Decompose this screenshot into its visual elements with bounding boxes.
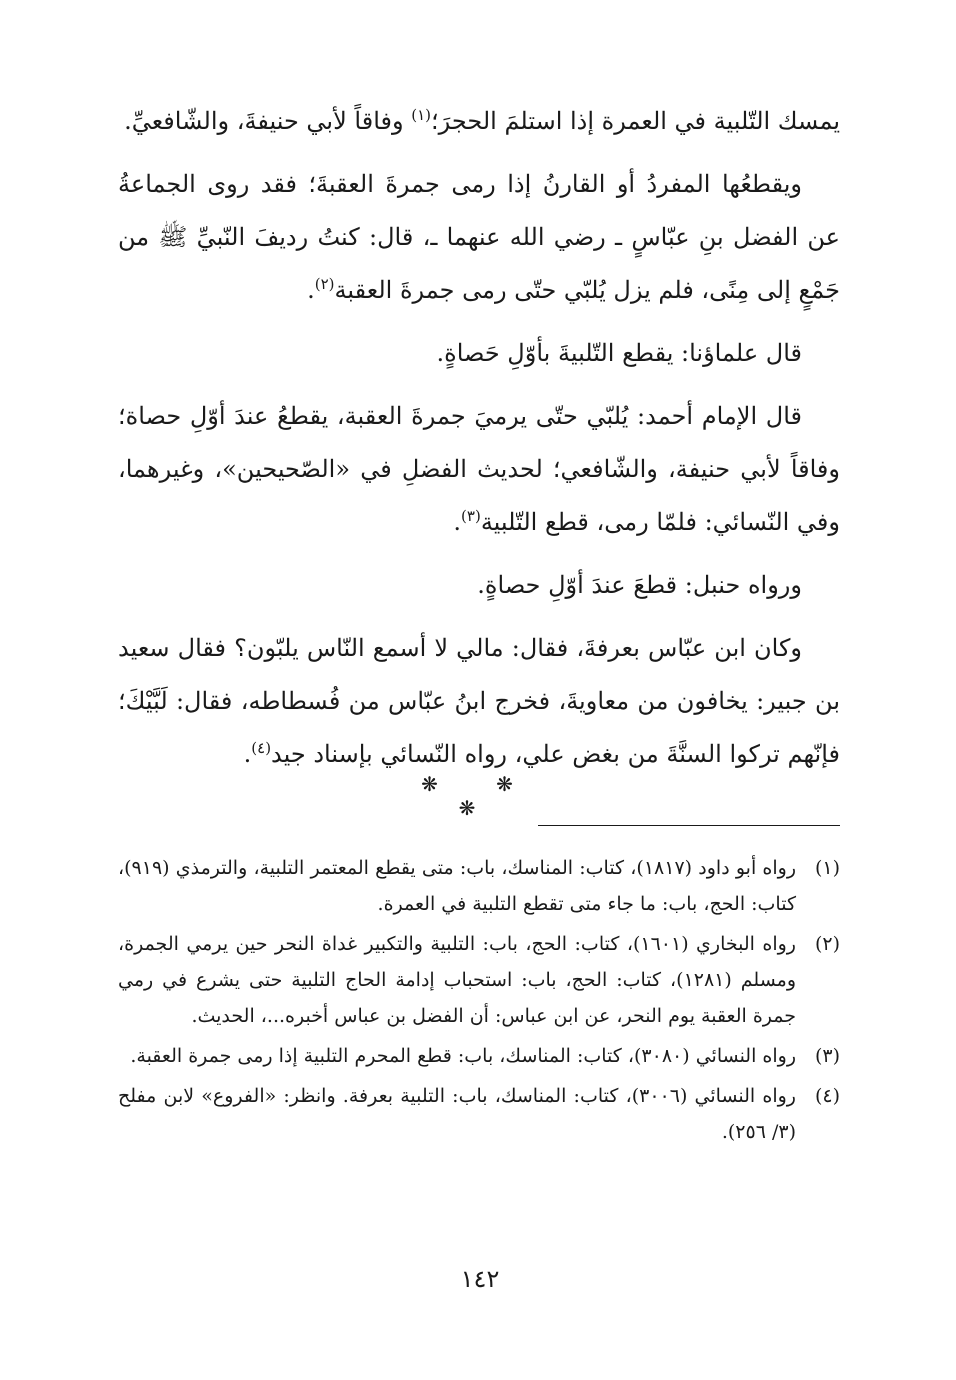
- footnote-number: (١): [814, 857, 840, 879]
- paragraph-1: [118, 95, 840, 148]
- paragraph-2-text: ويقطعُها المفردُ أو القارنُ إذا رمى جمرةَ العقبةَ؛ فقد روى الجماعةُ عن الفضل بنِ عبّاسٍ ـ رضي الله عنهما ـ، قال: كنتُ رديفَ النّبيِّ ﷺ من جَمْعٍ إلى مِنًى، فلم يزل يُلبّي حتّى رمى جمرةَ العقبة: [118, 170, 840, 304]
- footnote-3: [118, 1038, 840, 1074]
- footnote-number: (٤): [814, 1085, 840, 1107]
- paragraph-4-text: قال الإمام أحمد: يُلبّي حتّى يرميَ جمرةَ العقبة، يقطعُ عندَ أوّلِ حصاة؛ وفاقاً لأبي حنيفة، والشّافعي؛ لحديث الفضلِ في «الصّحيحين»، وغيرهما، وفي النّسائي: فلمّا رمى، قطع التّلبية: [118, 402, 840, 536]
- paragraph-3: قال علماؤنا: يقطع التّلبيةَ بأوّلِ حَصاةٍ.: [436, 339, 802, 367]
- section-separator: ❋ ❋ ❋: [421, 772, 539, 820]
- paragraph-2: [118, 158, 840, 317]
- paragraph-4-tail: .: [453, 508, 462, 536]
- paragraph-6-text: وكان ابن عبّاس بعرفةَ، فقال: مالي لا أسمع النّاس يلبّون؟ فقال سعيد بن جبير: يخافون من معاويةَ، فخرج ابنُ عبّاس من فُسطاطه، فقال: لَبَّيْكَ؛ فإنّهم تركوا السنَّةَ من بغض علي، رواه النّسائي بإسناد جيد: [118, 634, 841, 768]
- paragraph-6: [118, 622, 840, 781]
- footnote-divider: [538, 825, 840, 826]
- footnote-ref-2[interactable]: (٢): [314, 275, 335, 293]
- paragraph-1-text: يمسك التّلبية في العمرة إذا استلمَ الحجرَ؛: [430, 107, 840, 135]
- paragraph-1-tail: وفاقاً لأبي حنيفةَ، والشّافعيِّ.: [124, 107, 412, 135]
- footnote-2: [118, 926, 840, 1034]
- footnote-ref-1[interactable]: (١): [411, 106, 431, 124]
- paragraph-4: [118, 390, 840, 549]
- footnote-1: [118, 850, 840, 922]
- footnote-text: رواه البخاري (١٦٠١)، كتاب: الحج، باب: التلبية والتكبير غداة النحر حين يرمي الجمرة، ومسلم (١٢٨١)، كتاب: الحج، باب: استحباب إدامة الحاج التلبية حتى يشرع في رمي جمرة العقبة يوم النحر، عن ابن عباس: أن الفضل بن عباس أخبره...، الحديث.: [118, 933, 796, 1027]
- footnote-ref-3[interactable]: (٣): [461, 507, 481, 525]
- footnote-ref-4[interactable]: (٤): [251, 739, 272, 757]
- main-text: [118, 95, 840, 791]
- footnote-text: رواه النسائي (٣٠٠٦)، كتاب: المناسك، باب: التلبية بعرفة. وانظر: «الفروع» لابن مفلح (٣/ ٢٥٦).: [118, 1085, 796, 1143]
- footnote-text: رواه النسائي (٣٠٨٠)، كتاب: المناسك، باب: قطع المحرم التلبية إذا رمى جمرة العقبة.: [130, 1045, 796, 1067]
- footnote-number: (٣): [814, 1045, 840, 1067]
- footnote-4: [118, 1078, 840, 1150]
- paragraph-5: ورواه حنبل: قطعَ عندَ أوّلِ حصاةٍ.: [477, 571, 802, 599]
- paragraph-2-tail: .: [307, 276, 315, 304]
- paragraph-6-tail: .: [243, 740, 252, 768]
- page-number: ١٤٢: [460, 1265, 500, 1293]
- footnotes: [118, 850, 840, 1154]
- footnote-number: (٢): [814, 933, 840, 955]
- footnote-text: رواه أبو داود (١٨١٧)، كتاب: المناسك، باب: متى يقطع المعتمر التلبية، والترمذي (٩١٩)، كتاب: الحج، باب: ما جاء متى تقطع التلبية في العمرة.: [118, 857, 796, 915]
